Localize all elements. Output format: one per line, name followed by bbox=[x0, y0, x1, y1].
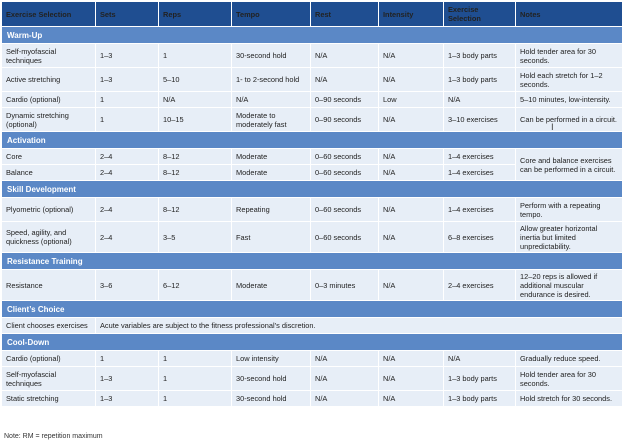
table-cell: 1–3 bbox=[96, 367, 159, 391]
section-title: Resistance Training bbox=[2, 253, 623, 270]
table-cell: 30-second hold bbox=[232, 44, 311, 68]
table-cell: 1–4 exercises bbox=[444, 149, 516, 165]
table-cell: 8–12 bbox=[159, 165, 232, 181]
table-cell: Acute variables are subject to the fitness professional’s discretion. bbox=[96, 318, 623, 334]
table-cell: N/A bbox=[379, 68, 444, 92]
table-cell: 1 bbox=[159, 391, 232, 407]
section-row bbox=[2, 132, 623, 149]
section-row bbox=[2, 253, 623, 270]
table-cell: 1 bbox=[159, 351, 232, 367]
table-cell: Hold each stretch for 1–2 seconds. bbox=[516, 68, 623, 92]
table-cell: 3–6 bbox=[96, 270, 159, 301]
section-row bbox=[2, 181, 623, 198]
table-cell: 8–12 bbox=[159, 149, 232, 165]
table-cell: Low bbox=[379, 92, 444, 108]
table-row bbox=[2, 92, 623, 108]
table-cell: 1–3 body parts bbox=[444, 367, 516, 391]
section-row bbox=[2, 301, 623, 318]
column-header: Exercise Selection bbox=[2, 2, 96, 27]
table-cell: Dynamic stretching (optional) bbox=[2, 108, 96, 132]
section-title: Activation bbox=[2, 132, 623, 149]
table-cell: 2–4 bbox=[96, 149, 159, 165]
table-cell: 1 bbox=[96, 108, 159, 132]
table-cell: Low intensity bbox=[232, 351, 311, 367]
table-body bbox=[2, 27, 623, 407]
table-cell: 30-second hold bbox=[232, 391, 311, 407]
table-cell: N/A bbox=[311, 68, 379, 92]
table-row bbox=[2, 391, 623, 407]
table-cell: Moderate bbox=[232, 165, 311, 181]
table-cell: 1 bbox=[96, 92, 159, 108]
table-cell: 2–4 bbox=[96, 222, 159, 253]
table-cell: 2–4 bbox=[96, 198, 159, 222]
table-cell: 0–90 seconds bbox=[311, 108, 379, 132]
table-cell: Plyometric (optional) bbox=[2, 198, 96, 222]
table-cell: N/A bbox=[379, 270, 444, 301]
table-cell: N/A bbox=[379, 149, 444, 165]
table-cell: 0–3 minutes bbox=[311, 270, 379, 301]
table-cell: Cardio (optional) bbox=[2, 351, 96, 367]
table-cell: 3–5 bbox=[159, 222, 232, 253]
table-cell: N/A bbox=[379, 44, 444, 68]
table-cell: 0–60 seconds bbox=[311, 198, 379, 222]
text-cursor-icon: I bbox=[551, 123, 554, 133]
table-cell: 6–12 bbox=[159, 270, 232, 301]
section-title: Warm-Up bbox=[2, 27, 623, 44]
table-cell: Hold stretch for 30 seconds. bbox=[516, 391, 623, 407]
table-cell: 0–60 seconds bbox=[311, 165, 379, 181]
table-cell: N/A bbox=[379, 198, 444, 222]
table-cell: 1–3 body parts bbox=[444, 44, 516, 68]
table-cell: 2–4 bbox=[96, 165, 159, 181]
table-cell: 5–10 bbox=[159, 68, 232, 92]
table-cell: N/A bbox=[379, 351, 444, 367]
table-note: Note: RM = repetition maximum bbox=[4, 433, 103, 440]
column-header: Rest bbox=[311, 2, 379, 27]
section-title: Cool-Down bbox=[2, 334, 623, 351]
column-header: Exercise Selection bbox=[444, 2, 516, 27]
table-cell: 1–4 exercises bbox=[444, 165, 516, 181]
table-cell: N/A bbox=[379, 367, 444, 391]
table-row bbox=[2, 149, 623, 165]
table-cell: 1 bbox=[159, 44, 232, 68]
table-cell: 1–3 bbox=[96, 391, 159, 407]
table-cell: N/A bbox=[311, 351, 379, 367]
table-cell: N/A bbox=[311, 367, 379, 391]
table-cell: 0–60 seconds bbox=[311, 222, 379, 253]
table-cell: 1 bbox=[96, 351, 159, 367]
table-cell: N/A bbox=[379, 391, 444, 407]
table-cell: N/A bbox=[379, 108, 444, 132]
table-row bbox=[2, 44, 623, 68]
table-row bbox=[2, 318, 623, 334]
table-cell: Fast bbox=[232, 222, 311, 253]
table-cell: Resistance bbox=[2, 270, 96, 301]
table-cell: Moderate to moderately fast bbox=[232, 108, 311, 132]
table-cell: 1 bbox=[159, 367, 232, 391]
table-cell: 1–3 bbox=[96, 68, 159, 92]
table-cell: 0–60 seconds bbox=[311, 149, 379, 165]
table-row bbox=[2, 68, 623, 92]
table-cell: Core bbox=[2, 149, 96, 165]
table-cell: Repeating bbox=[232, 198, 311, 222]
table-cell: N/A bbox=[379, 222, 444, 253]
table-cell: Moderate bbox=[232, 270, 311, 301]
section-title: Skill Development bbox=[2, 181, 623, 198]
table-cell: Speed, agility, and quickness (optional) bbox=[2, 222, 96, 253]
table-cell: N/A bbox=[379, 165, 444, 181]
table-row bbox=[2, 198, 623, 222]
table-cell: 3–10 exercises bbox=[444, 108, 516, 132]
table-cell: 1–4 exercises bbox=[444, 198, 516, 222]
table-cell: 6–8 exercises bbox=[444, 222, 516, 253]
table-cell: 10–15 bbox=[159, 108, 232, 132]
table-cell: Cardio (optional) bbox=[2, 92, 96, 108]
table-cell: 1–3 bbox=[96, 44, 159, 68]
table-row bbox=[2, 108, 623, 132]
table-cell: 0–90 seconds bbox=[311, 92, 379, 108]
table-cell: Self-myofascial techniques bbox=[2, 367, 96, 391]
table-cell: 12–20 reps is allowed if additional muscular endurance is desired. bbox=[516, 270, 623, 301]
section-row bbox=[2, 334, 623, 351]
table-cell: Self-myofascial techniques bbox=[2, 44, 96, 68]
table-cell: N/A bbox=[232, 92, 311, 108]
table-cell: N/A bbox=[311, 44, 379, 68]
column-header: Intensity bbox=[379, 2, 444, 27]
table-cell: 1–3 body parts bbox=[444, 391, 516, 407]
section-row bbox=[2, 27, 623, 44]
table-cell: Active stretching bbox=[2, 68, 96, 92]
table-cell: 30-second hold bbox=[232, 367, 311, 391]
table-cell: N/A bbox=[159, 92, 232, 108]
table-cell: N/A bbox=[444, 92, 516, 108]
column-header: Sets bbox=[96, 2, 159, 27]
table-cell: 5–10 minutes, low-intensity. bbox=[516, 92, 623, 108]
table-cell: 8–12 bbox=[159, 198, 232, 222]
table-row bbox=[2, 351, 623, 367]
table-header bbox=[2, 2, 623, 27]
table-cell: Hold tender area for 30 seconds. bbox=[516, 44, 623, 68]
exercise-table bbox=[1, 1, 623, 407]
table-row bbox=[2, 222, 623, 253]
table-cell: Core and balance exercises can be performed in a circuit. bbox=[516, 149, 623, 181]
table-cell: Gradually reduce speed. bbox=[516, 351, 623, 367]
section-title: Client’s Choice bbox=[2, 301, 623, 318]
table-cell: 1- to 2-second hold bbox=[232, 68, 311, 92]
table-cell: 1–3 body parts bbox=[444, 68, 516, 92]
table-cell: Allow greater horizontal inertia but limited unpredictability. bbox=[516, 222, 623, 253]
table-cell: Client chooses exercises bbox=[2, 318, 96, 334]
table-cell: Moderate bbox=[232, 149, 311, 165]
table-cell: Hold tender area for 30 seconds. bbox=[516, 367, 623, 391]
table-cell: 2–4 exercises bbox=[444, 270, 516, 301]
table-cell: N/A bbox=[311, 391, 379, 407]
column-header: Tempo bbox=[232, 2, 311, 27]
table-cell: Can be performed in a circuit. bbox=[516, 108, 623, 132]
table-cell: N/A bbox=[444, 351, 516, 367]
table-cell: Static stretching bbox=[2, 391, 96, 407]
table-row bbox=[2, 367, 623, 391]
table-cell: Perform with a repeating tempo. bbox=[516, 198, 623, 222]
table-cell: Balance bbox=[2, 165, 96, 181]
table-row bbox=[2, 270, 623, 301]
column-header: Reps bbox=[159, 2, 232, 27]
column-header: Notes bbox=[516, 2, 623, 27]
